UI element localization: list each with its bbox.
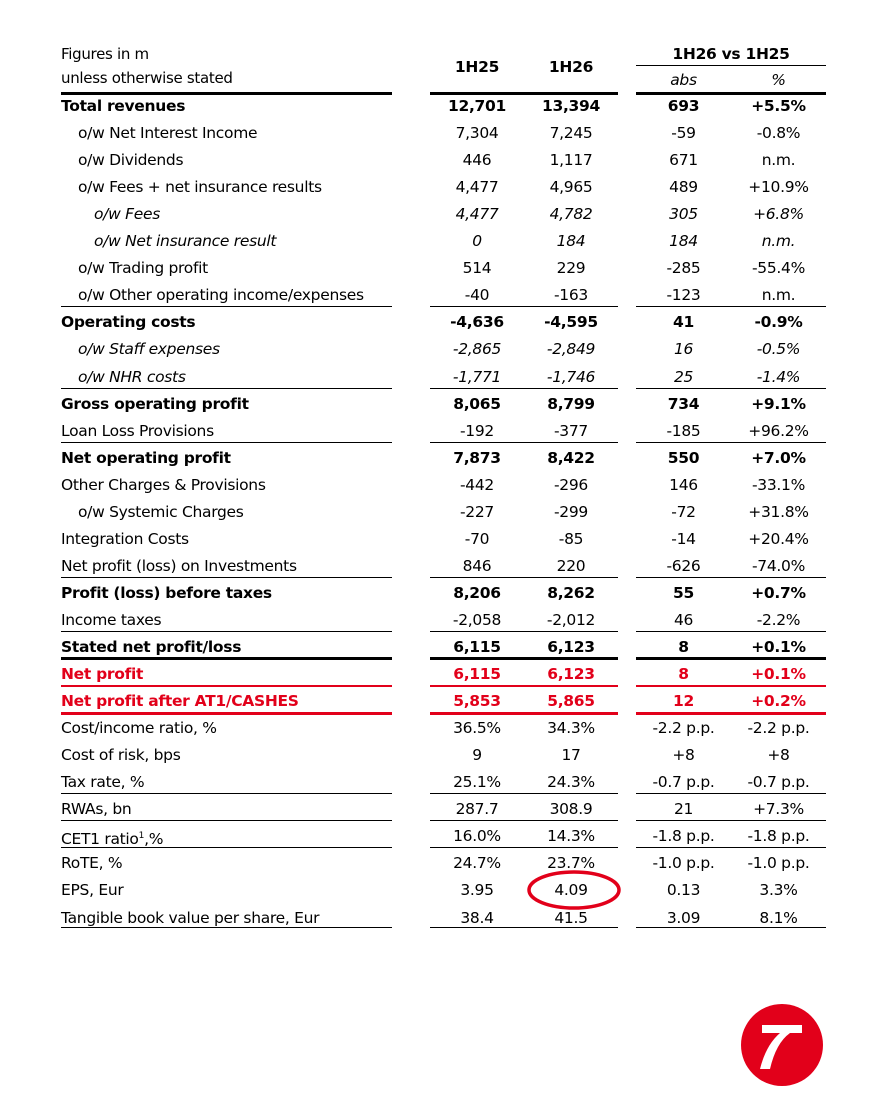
value-pct: -2.2% xyxy=(756,610,801,629)
value-pct: -2.2 p.p. xyxy=(747,719,810,738)
value-1h26: -377 xyxy=(554,421,588,440)
row-label: Net profit (loss) on Investments xyxy=(61,556,297,575)
row-label: Net profit after AT1/CASHES xyxy=(61,692,299,711)
divider-line xyxy=(430,927,618,928)
value-pct: -0.5% xyxy=(756,340,801,359)
divider-line xyxy=(636,65,826,66)
divider-line xyxy=(430,685,618,687)
row-label: Operating costs xyxy=(61,313,196,332)
value-abs: 693 xyxy=(667,97,700,115)
row-label: Profit (loss) before taxes xyxy=(61,583,272,602)
value-pct: 3.3% xyxy=(759,881,798,900)
divider-line xyxy=(430,388,618,389)
value-pct: +9.1% xyxy=(751,394,806,413)
value-1h26: 23.7% xyxy=(547,854,595,873)
value-pct: -0.7 p.p. xyxy=(747,773,810,792)
row-label: Gross operating profit xyxy=(61,394,249,413)
value-abs: 0.13 xyxy=(666,881,701,900)
value-1h26: 5,865 xyxy=(547,692,595,711)
value-1h25: 36.5% xyxy=(453,719,501,738)
row-label: Cost of risk, bps xyxy=(61,746,181,765)
value-1h26: 6,123 xyxy=(547,638,595,656)
unicredit-logo-icon xyxy=(740,1003,824,1087)
value-1h25: -192 xyxy=(460,421,494,440)
value-abs: -185 xyxy=(666,421,701,440)
value-abs: 46 xyxy=(673,610,694,629)
row-label: Total revenues xyxy=(61,97,186,115)
value-pct: +31.8% xyxy=(748,502,809,521)
divider-line xyxy=(430,442,618,443)
divider-line xyxy=(61,577,392,578)
caption-figures: Figures in m xyxy=(61,45,149,63)
divider-line xyxy=(61,442,392,443)
value-1h25: -2,865 xyxy=(452,340,502,359)
divider-line xyxy=(636,631,826,632)
divider-line xyxy=(430,712,618,715)
value-1h26: 14.3% xyxy=(547,827,595,846)
divider-line xyxy=(61,847,392,848)
col-header-pct: % xyxy=(771,71,786,89)
caption-unless: unless otherwise stated xyxy=(61,69,233,87)
divider-line xyxy=(636,442,826,443)
value-1h25: -1,771 xyxy=(452,367,502,386)
value-pct: 8.1% xyxy=(759,908,798,927)
row-label: Net profit xyxy=(61,665,144,684)
row-label: o/w NHR costs xyxy=(78,367,186,386)
value-1h26: 13,394 xyxy=(541,97,600,115)
value-1h26: -85 xyxy=(558,529,584,548)
row-label: o/w Fees xyxy=(94,205,160,224)
divider-line xyxy=(61,685,392,687)
value-pct: +7.0% xyxy=(751,448,806,467)
divider-line xyxy=(636,847,826,848)
value-1h26: 8,422 xyxy=(547,448,595,467)
value-abs: -1.0 p.p. xyxy=(652,854,715,873)
row-label: RoTE, % xyxy=(61,854,123,873)
value-1h26: 6,123 xyxy=(547,665,595,684)
value-1h25: 3.95 xyxy=(460,881,494,900)
row-label: Stated net profit/loss xyxy=(61,638,242,656)
value-1h25: 846 xyxy=(462,556,492,575)
divider-line xyxy=(61,793,392,794)
value-1h25: 287.7 xyxy=(455,800,499,819)
value-abs: -0.7 p.p. xyxy=(652,773,715,792)
value-1h25: 24.7% xyxy=(453,854,501,873)
divider-line xyxy=(636,793,826,794)
value-1h25: 5,853 xyxy=(453,692,501,711)
divider-line xyxy=(636,577,826,578)
row-label: Loan Loss Provisions xyxy=(61,421,214,440)
value-1h25: -227 xyxy=(460,502,494,521)
value-1h25: 446 xyxy=(462,151,492,170)
value-1h25: 7,873 xyxy=(453,448,501,467)
divider-line xyxy=(61,657,392,660)
value-1h25: -70 xyxy=(464,529,490,548)
row-label: o/w Net Interest Income xyxy=(78,124,258,143)
divider-line xyxy=(636,657,826,660)
value-1h26: 34.3% xyxy=(547,719,595,738)
value-1h26: 8,799 xyxy=(547,394,595,413)
divider-line xyxy=(430,847,618,848)
value-pct: +10.9% xyxy=(748,178,809,197)
col-header-1h25: 1H25 xyxy=(454,58,500,76)
value-pct: +0.2% xyxy=(751,692,806,711)
value-1h26: 308.9 xyxy=(549,800,593,819)
divider-line xyxy=(430,577,618,578)
value-pct: +8 xyxy=(767,746,790,765)
value-1h25: 38.4 xyxy=(460,908,494,927)
value-abs: -285 xyxy=(666,259,701,278)
value-1h26: -299 xyxy=(554,502,588,521)
value-1h26: 229 xyxy=(556,259,586,278)
value-abs: 3.09 xyxy=(666,908,701,927)
value-1h25: 514 xyxy=(462,259,492,278)
value-1h26: 7,245 xyxy=(549,124,593,143)
value-1h26: -163 xyxy=(554,286,588,305)
row-label: Tax rate, % xyxy=(61,773,145,792)
row-label: Other Charges & Provisions xyxy=(61,475,266,494)
value-abs: 184 xyxy=(669,232,698,251)
value-abs: -1.8 p.p. xyxy=(652,827,715,846)
divider-line xyxy=(430,92,618,95)
row-label: Net operating profit xyxy=(61,448,231,467)
divider-line xyxy=(61,306,392,307)
value-pct: +0.1% xyxy=(751,665,806,684)
row-label: o/w Net insurance result xyxy=(94,232,277,251)
col-header-comparison: 1H26 vs 1H25 xyxy=(672,45,790,63)
row-label: o/w Other operating income/expenses xyxy=(78,286,364,305)
divider-line xyxy=(636,306,826,307)
value-pct: +7.3% xyxy=(753,800,804,819)
row-label: RWAs, bn xyxy=(61,800,132,819)
value-pct: n.m. xyxy=(761,151,796,170)
value-1h25: 9 xyxy=(472,746,482,765)
col-header-abs: abs xyxy=(670,71,697,89)
value-1h26: 220 xyxy=(556,556,586,575)
divider-line xyxy=(430,820,618,821)
divider-line xyxy=(636,92,826,95)
value-1h26: 17 xyxy=(561,746,581,765)
value-abs: 16 xyxy=(673,340,694,359)
value-1h26: -4,595 xyxy=(544,313,598,332)
value-1h25: 12,701 xyxy=(447,97,506,115)
value-abs: -2.2 p.p. xyxy=(652,719,715,738)
divider-line xyxy=(61,92,392,95)
row-label: EPS, Eur xyxy=(61,881,124,900)
value-pct: +6.8% xyxy=(753,205,804,224)
value-1h26: -1,746 xyxy=(546,367,596,386)
label-suffix: ,% xyxy=(144,830,164,849)
red-ellipse-highlight-icon xyxy=(526,869,622,911)
value-abs: 489 xyxy=(669,178,698,197)
divider-line xyxy=(61,927,392,928)
value-1h25: -4,636 xyxy=(450,313,504,332)
divider-line xyxy=(636,388,826,389)
value-1h25: 8,065 xyxy=(453,394,501,413)
row-label: o/w Fees + net insurance results xyxy=(78,178,322,197)
value-1h25: 6,115 xyxy=(453,638,501,656)
value-pct: +96.2% xyxy=(748,421,809,440)
value-pct: -1.0 p.p. xyxy=(747,854,810,873)
value-abs: -14 xyxy=(671,529,696,548)
value-abs: 671 xyxy=(669,151,698,170)
row-label: Integration Costs xyxy=(61,529,189,548)
row-label: o/w Staff expenses xyxy=(78,340,220,359)
value-abs: 8 xyxy=(678,665,689,684)
value-1h26: 24.3% xyxy=(547,773,595,792)
row-label: o/w Systemic Charges xyxy=(78,502,244,521)
value-1h25: -2,058 xyxy=(452,610,502,629)
value-1h25: 16.0% xyxy=(453,827,501,846)
value-abs: 550 xyxy=(667,448,700,467)
divider-line xyxy=(430,306,618,307)
divider-line xyxy=(61,631,392,632)
value-1h26: 1,117 xyxy=(549,151,593,170)
row-label: CET1 ratio$^1$,% xyxy=(61,830,164,849)
value-1h26: 4.09 xyxy=(554,881,588,900)
divider-line xyxy=(61,712,392,715)
divider-line xyxy=(636,820,826,821)
value-1h26: 41.5 xyxy=(554,908,588,927)
value-abs: 12 xyxy=(673,692,694,711)
value-1h26: 4,965 xyxy=(549,178,593,197)
value-abs: 21 xyxy=(673,800,694,819)
divider-line xyxy=(636,685,826,687)
value-1h25: -442 xyxy=(460,475,494,494)
value-pct: -74.0% xyxy=(751,556,806,575)
row-label: Tangible book value per share, Eur xyxy=(61,908,320,927)
value-abs: 146 xyxy=(669,475,698,494)
value-1h26: 4,782 xyxy=(549,205,593,224)
value-1h25: 6,115 xyxy=(453,665,501,684)
col-header-1h26: 1H26 xyxy=(548,58,594,76)
row-label: Income taxes xyxy=(61,610,162,629)
row-label: Cost/income ratio, % xyxy=(61,719,217,738)
value-abs: 25 xyxy=(673,367,694,386)
value-1h25: 4,477 xyxy=(455,205,499,224)
value-pct: -33.1% xyxy=(751,475,806,494)
value-1h25: 7,304 xyxy=(455,124,499,143)
value-1h26: -2,849 xyxy=(546,340,596,359)
value-pct: -0.9% xyxy=(754,313,803,332)
value-pct: +5.5% xyxy=(751,97,806,115)
value-pct: n.m. xyxy=(761,232,796,251)
value-pct: -1.8 p.p. xyxy=(747,827,810,846)
value-1h25: -40 xyxy=(464,286,490,305)
value-abs: 55 xyxy=(673,583,694,602)
divider-line xyxy=(430,793,618,794)
value-pct: -55.4% xyxy=(751,259,806,278)
footnote-marker: 1 xyxy=(138,831,145,842)
value-1h26: 8,262 xyxy=(547,583,595,602)
value-abs: 8 xyxy=(678,638,689,656)
value-abs: -626 xyxy=(666,556,701,575)
value-pct: +20.4% xyxy=(748,529,809,548)
value-1h26: -296 xyxy=(554,475,588,494)
value-pct: +0.7% xyxy=(751,583,806,602)
value-abs: 41 xyxy=(673,313,694,332)
divider-line xyxy=(61,388,392,389)
row-label: o/w Dividends xyxy=(78,151,184,170)
value-1h25: 8,206 xyxy=(453,583,501,602)
value-1h25: 25.1% xyxy=(453,773,501,792)
divider-line xyxy=(61,820,392,821)
value-1h26: -2,012 xyxy=(546,610,596,629)
value-pct: -0.8% xyxy=(756,124,801,143)
divider-line xyxy=(430,631,618,632)
row-label: o/w Trading profit xyxy=(78,259,208,278)
divider-line xyxy=(430,657,618,660)
value-pct: -1.4% xyxy=(756,367,801,386)
value-abs: -72 xyxy=(671,502,696,521)
value-1h25: 4,477 xyxy=(455,178,499,197)
divider-line xyxy=(636,927,826,928)
value-abs: 734 xyxy=(667,394,700,413)
value-pct: n.m. xyxy=(761,286,796,305)
value-pct: +0.1% xyxy=(751,638,806,656)
value-abs: -123 xyxy=(666,286,701,305)
value-1h25: 0 xyxy=(472,232,482,251)
value-abs: 305 xyxy=(669,205,698,224)
value-1h26: 184 xyxy=(556,232,586,251)
value-abs: +8 xyxy=(672,746,695,765)
divider-line xyxy=(636,712,826,715)
value-abs: -59 xyxy=(671,124,696,143)
